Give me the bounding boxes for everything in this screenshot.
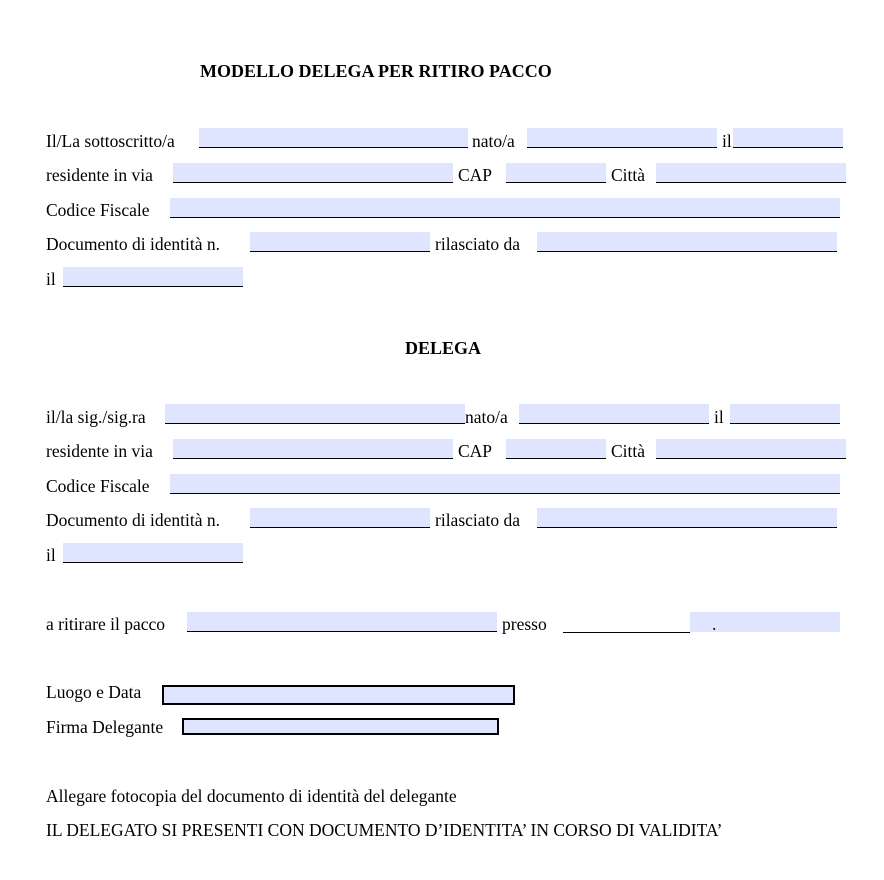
delegante-codice-fiscale-field[interactable] xyxy=(170,198,840,218)
delegato-data-nascita-field[interactable] xyxy=(730,404,840,424)
delegato-codice-fiscale-field[interactable] xyxy=(170,474,840,494)
delegante-citta-label: Città xyxy=(611,165,646,185)
delegato-data-rilascio-field[interactable] xyxy=(63,543,243,563)
delegato-nome-field[interactable] xyxy=(165,404,465,424)
delegante-documento-field[interactable] xyxy=(250,232,430,252)
luogo-data-field[interactable] xyxy=(162,685,515,705)
note-allegare: Allegare fotocopia del documento di identità del delegante xyxy=(46,786,457,806)
delegante-rilasciato-label: rilasciato da xyxy=(435,234,521,254)
note-documento-validita: IL DELEGATO SI PRESENTI CON DOCUMENTO D’IDENTITA’ IN CORSO DI VALIDITA’ xyxy=(46,820,723,840)
document-title: MODELLO DELEGA PER RITIRO PACCO xyxy=(200,61,552,81)
delegato-citta-label: Città xyxy=(611,441,646,461)
presso-label: presso xyxy=(502,614,547,634)
delegato-il-label: il xyxy=(714,407,724,427)
delegante-cf-label: Codice Fiscale xyxy=(46,200,150,220)
delegante-rilasciato-field[interactable] xyxy=(537,232,837,252)
firma-field[interactable] xyxy=(182,718,499,735)
pacco-field[interactable] xyxy=(187,612,497,632)
delegante-nato-label: nato/a xyxy=(472,131,515,151)
delegato-cap-label: CAP xyxy=(458,441,493,461)
delegante-cap-label: CAP xyxy=(458,165,493,185)
delegato-rilasciato-field[interactable] xyxy=(537,508,837,528)
delegante-nome-field[interactable] xyxy=(199,128,468,148)
delegato-cf-label: Codice Fiscale xyxy=(46,476,150,496)
luogo-data-label: Luogo e Data xyxy=(46,682,142,702)
delegante-documento-label: Documento di identità n. xyxy=(46,234,220,254)
delegato-sig-label: il/la sig./sig.ra xyxy=(46,407,146,427)
delegato-documento-field[interactable] xyxy=(250,508,430,528)
delegato-nato-label: nato/a xyxy=(465,407,508,427)
delegato-rilasciato-label: rilasciato da xyxy=(435,510,521,530)
delegante-data-nascita-field[interactable] xyxy=(733,128,843,148)
delegato-residente-label: residente in via xyxy=(46,441,153,461)
delegato-documento-label: Documento di identità n. xyxy=(46,510,220,530)
sottoscritto-label: Il/La sottoscritto/a xyxy=(46,131,175,151)
delegante-residente-label: residente in via xyxy=(46,165,153,185)
delegante-il2-label: il xyxy=(46,269,56,289)
delegante-luogo-nascita-field[interactable] xyxy=(527,128,717,148)
delegato-luogo-nascita-field[interactable] xyxy=(519,404,709,424)
presso-period: . xyxy=(712,614,717,634)
delegante-via-field[interactable] xyxy=(173,163,453,183)
delegante-il-label: il xyxy=(722,131,732,151)
delegato-cap-field[interactable] xyxy=(506,439,606,459)
delega-heading: DELEGA xyxy=(405,338,482,358)
delegato-il2-label: il xyxy=(46,545,56,565)
delegato-citta-field[interactable] xyxy=(656,439,846,459)
firma-label: Firma Delegante xyxy=(46,717,164,737)
delegante-data-rilascio-field[interactable] xyxy=(63,267,243,287)
presso-underline xyxy=(563,632,690,633)
delegante-cap-field[interactable] xyxy=(506,163,606,183)
delegato-via-field[interactable] xyxy=(173,439,453,459)
delegante-citta-field[interactable] xyxy=(656,163,846,183)
pacco-label: a ritirare il pacco xyxy=(46,614,166,634)
